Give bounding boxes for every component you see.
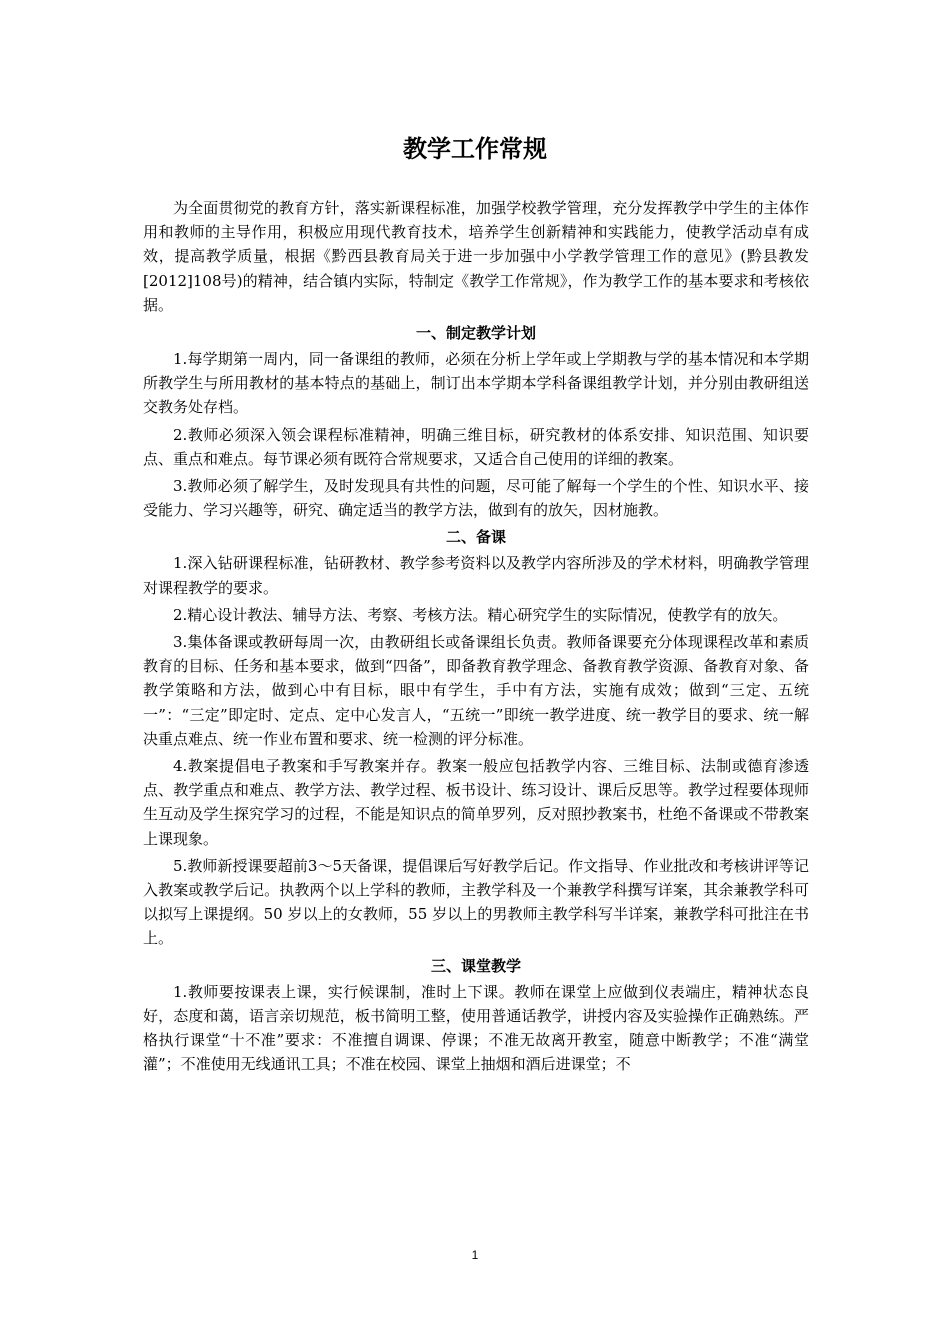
paragraph: 3.教师必须了解学生，及时发现具有共性的问题，尽可能了解每一个学生的个性、知识水平、接受能力、学习兴趣等，研究、确定适当的教学方法，做到有的放矢，因材施教。 bbox=[143, 477, 809, 520]
document-body bbox=[143, 196, 809, 1080]
paragraph: 2.教师必须深入领会课程标准精神，明确三维目标，研究教材的体系安排、知识范围、知识要点、重点和难点。每节课必须有既符合常规要求，又适合自己使用的详细的教案。 bbox=[143, 425, 809, 468]
document-title: 教学工作常规 bbox=[403, 135, 547, 163]
paragraph: 1.教师要按课表上课，实行候课制，准时上下课。教师在课堂上应做到仪表端庄，精神状态良好，态度和蔼，语言亲切规范，板书简明工整，使用普通话教学，讲授内容及实验操作正确熟练。严格执行课堂“十不准”要求：不准擅自调课、停课；不准无故离开教室，随意中断教学；不准“满堂灌”；不准使用无线通讯工具；不准在校园、课堂上抽烟和酒后进课堂；不 bbox=[143, 982, 809, 1074]
section-lesson-preparation bbox=[143, 525, 809, 950]
intro-paragraph: 为全面贯彻党的教育方针，落实新课程标准，加强学校教学管理，充分发挥教学中学生的主体作用和教师的主导作用，积极应用现代教育技术，培养学生创新精神和实践能力，使教学活动卓有成效，提高教学质量，根据《黔西县教育局关于进一步加强中小学教学管理工作的意见》(黔县教发[2012]108号)的精神，结合镇内实际，特制定《教学工作常规》，作为教学工作的基本要求和考核依据。 bbox=[143, 199, 809, 314]
section-heading: 一、制定教学计划 bbox=[415, 324, 536, 343]
section-heading: 二、备课 bbox=[445, 528, 506, 547]
paragraph: 3.集体备课或教研每周一次，由教研组长或备课组长负责。教师备课要充分体现课程改革和素质教育的目标、任务和基本要求，做到“四备”，即备教育教学理念、备教育教学资源、备教育对象、备教学策略和方法，做到心中有目标，眼中有学生，手中有方法，实施有成效；做到“三定、五统一”：“三定”即定时、定点、定中心发言人，“五统一”即统一教学进度、统一教学目的要求、统一解决重点难点、统一作业布置和要求、统一检测的评分标准。 bbox=[143, 633, 809, 748]
paragraph: 2.精心设计教法、辅导方法、考察、考核方法。精心研究学生的实际情况，使教学有的放矢。 bbox=[173, 605, 788, 624]
paragraph: 1.深入钻研课程标准，钻研教材、教学参考资料以及教学内容所涉及的学术材料，明确教学管理对课程教学的要求。 bbox=[143, 554, 809, 597]
paragraph: 1.每学期第一周内，同一备课组的教师，必须在分析上学年或上学期教与学的基本情况和本学期所教学生与所用教材的基本特点的基础上，制订出本学期本学科备课组教学计划，并分别由教研组送交教务处存档。 bbox=[143, 350, 809, 417]
paragraph: 4.教案提倡电子教案和手写教案并存。教案一般应包括教学内容、三维目标、法制或德育渗透点、教学重点和难点、教学方法、教学过程、板书设计、练习设计、课后反思等。教学过程要体现师生互动及学生探究学习的过程，不能是知识点的简单罗列，反对照抄教案书，杜绝不备课或不带教案上课现象。 bbox=[143, 757, 809, 848]
page-number: 1 bbox=[471, 1248, 479, 1262]
paragraph: 5.教师新授课要超前3～5天备课，提倡课后写好教学后记。作文指导、作业批改和考核讲评等记入教案或教学后记。执教两个以上学科的教师，主教学科及一个兼教学科撰写详案，其余兼教学科可以拟写上课提纲。50 岁以上的女教师，55 岁以上的男教师主教学科写半详案，兼教学科可批注在书上。 bbox=[143, 856, 809, 948]
section-planning bbox=[143, 321, 809, 522]
section-heading: 三、课堂教学 bbox=[430, 956, 521, 975]
section-classroom-teaching bbox=[143, 954, 809, 1077]
